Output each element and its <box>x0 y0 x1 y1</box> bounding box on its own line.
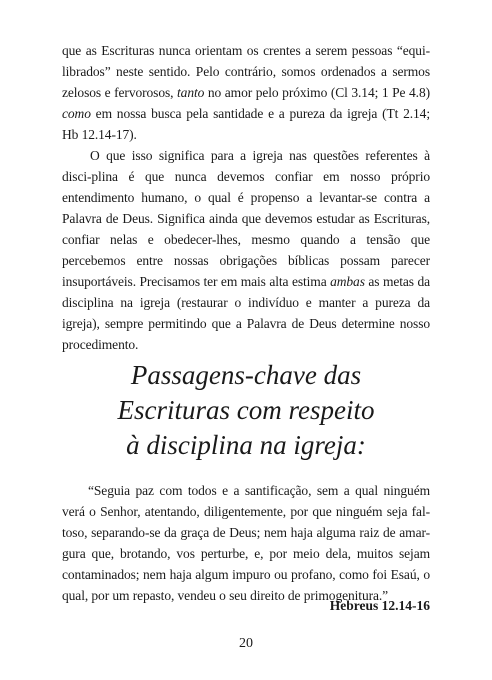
heading-line-3: à disciplina na igreja: <box>126 430 366 460</box>
paragraph-2-emphasis-ambas: ambas <box>330 274 365 289</box>
page-number: 20 <box>239 636 253 651</box>
heading-line-1: Passagens-chave das <box>130 360 362 390</box>
section-heading <box>62 358 430 463</box>
scripture-quote <box>62 480 430 606</box>
quote-text: “Seguia paz com todos e a santificação, sem a qual ninguém verá o Senhor, atentando, diligentemente, por que ninguém seja fal- toso, separando-se da graça de Deus; nem haja alguma raiz de amar- gura que, brotando, vos perturbe, e, por meio dela, muitos sejam contaminados; nem haja algum impuro ou profano, como foi Esaú, o qual, por um repasto, vendeu o seu direito de primogenitura.” <box>62 483 430 603</box>
body-text <box>62 40 430 355</box>
paragraph-2-segment: as metas da disciplina na igreja (restaurar o indivíduo e manter a pureza da igreja), sempre permitindo que a Palavra de Deus determine nosso procedimento. <box>62 274 430 352</box>
scripture-citation: Hebreus 12.14-16 <box>329 598 430 613</box>
paragraph-1-emphasis-tanto: tanto <box>177 85 205 100</box>
heading-line-2: Escrituras com respeito <box>117 395 375 425</box>
paragraph-2-segment: O que isso significa para a igreja nas questões referentes à disci-plina é que nunca devemos confiar em nosso próprio entendimento humano, o qual é propenso a levantar-se contra a Palavra de Deus. Significa ainda que devemos estudar as Escrituras, confiar nelas e obedecer-lhes, mesmo quando a tensão que percebemos entre nossas obrigações bíblicas possam parecer insuportáveis. Precisamos ter em mais alta estima <box>62 148 430 289</box>
paragraph-1-segment: que as Escrituras nunca orientam os crentes a serem pessoas “equi-librados” neste sentido. Pelo contrário, somos ordenados a sermos zelosos e fervorosos, <box>62 43 430 100</box>
paragraph-2 <box>62 145 430 355</box>
paragraph-1-segment: em nossa busca pela santidade e a pureza da igreja (Tt 2.14; Hb 12.14-17). <box>62 106 430 142</box>
paragraph-1-segment: no amor pelo próximo (Cl 3.14; 1 Pe 4.8) <box>204 85 430 100</box>
paragraph-1-emphasis-como: como <box>62 106 91 121</box>
paragraph-1 <box>62 40 430 145</box>
